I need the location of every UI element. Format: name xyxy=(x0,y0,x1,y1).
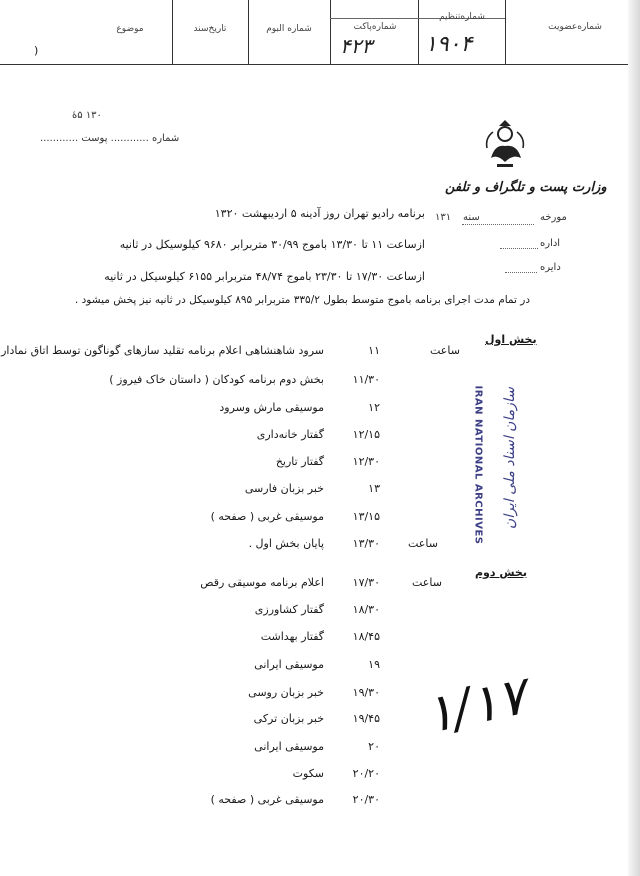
intro-line-2: ازساعت ۱۷/۳۰ تا ۲۳/۳۰ باموج ۴۸/۷۴ متربرابر ۶۱۵۵ کیلوسیکل در ثانیه xyxy=(104,270,425,283)
schedule-time: ۱۲/۳۰ xyxy=(352,455,380,468)
archive-stamp-fa: سازمان اسناد ملی ایران xyxy=(502,387,518,529)
schedule-time: ۱۸/۴۵ xyxy=(352,630,380,643)
schedule-time: ۱۸/۳۰ xyxy=(352,603,380,616)
schedule-desc: خبر بزبان روسی xyxy=(248,686,324,699)
page-edge-shadow xyxy=(628,0,640,876)
col-subject-label: موضوع xyxy=(116,24,144,34)
header-paren: ) xyxy=(34,44,39,57)
section1-title: بخش اول xyxy=(485,333,537,346)
schedule-time: ۱۳/۱۵ xyxy=(352,510,380,523)
schedule-time: ۱۲ xyxy=(368,401,380,414)
schedule-time: ۱۱/۳۰ xyxy=(352,373,380,386)
schedule-desc: گفتار تاریخ xyxy=(275,455,324,468)
schedule-desc: سکوت xyxy=(292,767,324,780)
schedule-desc: اعلام برنامه موسیقی رقص xyxy=(200,576,324,589)
received-number: ۴۲۳ xyxy=(340,34,373,58)
col-doc-date-label: تاریخ‌سند xyxy=(193,24,227,34)
schedule-time: ۱۲/۱۵ xyxy=(352,428,380,441)
schedule-desc: موسیقی ایرانی xyxy=(254,658,324,671)
section1-end-desc: پایان بخش اول . xyxy=(248,537,324,550)
col-arrangement-label: شماره‌تنظیم xyxy=(439,12,485,22)
schedule-time: ۲۰/۳۰ xyxy=(352,793,380,806)
lion-and-sun-emblem-icon xyxy=(483,118,527,170)
schedule-desc: گفتار خانه‌داری xyxy=(256,428,324,441)
archive-stamp xyxy=(445,380,533,545)
year-label: سنه xyxy=(463,212,480,223)
ministry-title: وزارت پست و تلگراف و تلفن xyxy=(445,180,607,195)
schedule-desc: بخش دوم برنامه کودکان ( داستان خاک فیروز ) xyxy=(109,373,324,386)
col-album-label: شماره البوم xyxy=(266,24,312,34)
header-divider xyxy=(248,0,249,64)
post-line: شماره ............ پوست ............ xyxy=(40,133,180,144)
intro-line-1: ازساعت ۱۱ تا ۱۳/۳۰ باموج ۳۰/۹۹ متربرابر ۹۶۸۰ کیلوسیکل در ثانیه xyxy=(119,238,425,251)
date-label: مورخه xyxy=(540,212,567,223)
schedule-time: ۲۰ xyxy=(368,740,380,753)
schedule-time: ۱۹ xyxy=(368,658,380,671)
schedule-desc: موسیقی غربی ( صفحه ) xyxy=(210,793,324,806)
header-divider xyxy=(418,0,419,64)
schedule-time: ۱۹/۳۰ xyxy=(352,686,380,699)
dept-dotted-line xyxy=(505,272,537,273)
schedule-desc: گفتار کشاورزی xyxy=(254,603,324,616)
header-divider xyxy=(330,0,331,64)
program-title: برنامه رادیو تهران روز آدینه ۵ اردیبهشت ۱۳۲۰ xyxy=(214,207,425,220)
schedule-time: ۱۳ xyxy=(368,482,380,495)
section2-title: بخش دوم xyxy=(475,566,527,579)
header-divider xyxy=(505,0,506,64)
schedule-time: ۱۷/۳۰ xyxy=(352,576,380,589)
section1-end-hour-label: ساعت xyxy=(408,537,438,550)
schedule-time: ۱۹/۴۵ xyxy=(352,712,380,725)
office-label: اداره xyxy=(540,238,561,249)
schedule-desc: موسیقی غربی ( صفحه ) xyxy=(210,510,324,523)
schedule-desc: موسیقی ایرانی xyxy=(254,740,324,753)
date-dotted-line xyxy=(462,224,534,225)
margin-handwritten-mark: ۱/۱۷ xyxy=(419,666,532,746)
schedule-time: ۲۰/۲۰ xyxy=(352,767,380,780)
doc-number: ۱۳۰ ۵ۀ xyxy=(72,110,102,121)
header-table xyxy=(0,0,640,66)
section2-hour-label: ساعت xyxy=(412,576,442,589)
col-membership-label: شماره‌عضویت xyxy=(548,22,602,32)
col-received-label: شماره‌پاکت xyxy=(353,22,397,32)
section1-end-time: ۱۳/۳۰ xyxy=(352,537,380,550)
intro-line-3: در تمام مدت اجرای برنامه باموج متوسط بطول ۳۳۵/۲ متربرابر ۸۹۵ کیلوسیکل در ثانیه نیز پخش میشود . xyxy=(74,294,530,306)
header-bottom-rule xyxy=(0,64,640,65)
section1-hour-label: ساعت xyxy=(430,344,460,357)
schedule-desc: خبر بزبان فارسی xyxy=(244,482,324,495)
archive-stamp-en: IRAN NATIONAL ARCHIVES xyxy=(472,385,484,545)
dept-label: دایره xyxy=(540,262,561,273)
schedule-time: ۱۱ xyxy=(368,344,380,357)
header-divider xyxy=(172,0,173,64)
schedule-desc: موسیقی مارش وسرود xyxy=(219,401,324,414)
schedule-desc: سرود شاهنشاهی اعلام برنامه تقلید سازهای گوناگون توسط اتاق نمادار xyxy=(1,344,324,357)
schedule-desc: گفتار بهداشت xyxy=(260,630,324,643)
year-value: ۱۳۱ xyxy=(435,212,452,223)
schedule-desc: خبر بزبان ترکی xyxy=(253,712,324,725)
arrangement-number: ۱۹۰۴ xyxy=(425,32,473,57)
office-dotted-line xyxy=(500,248,538,249)
